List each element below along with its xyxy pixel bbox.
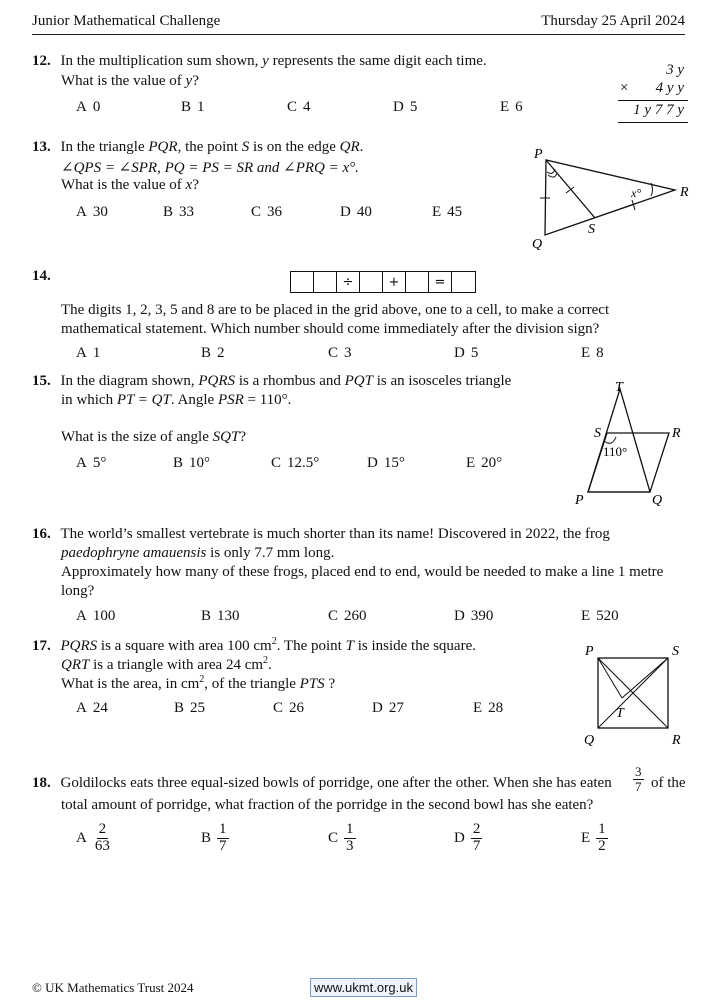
q12-option-d[interactable]: D 5 [393, 99, 418, 115]
q13-number: 13. [32, 139, 51, 155]
q15-rhombus [588, 433, 669, 492]
q16-option-b[interactable]: B 130 [201, 608, 240, 624]
q15-label-p: P [575, 493, 584, 508]
q18-option-a[interactable]: A $\frac{2}{63}$ [76, 821, 110, 854]
q13-label-x: x° [631, 186, 642, 200]
q15-option-c[interactable]: C 12.5° [271, 455, 320, 471]
q13-label-r: R [680, 185, 689, 200]
q16-line3: Approximately how many of these frogs, placed end to end, would be needed to make a line 1 metre [61, 564, 664, 580]
q18-option-c[interactable]: C $\frac{1}{3}$ [328, 821, 354, 854]
q12-option-b[interactable]: B 1 [181, 99, 205, 115]
q12-text-d: ? [192, 73, 199, 89]
q15-line2: in which PT = QT. Angle PSR = 110°. [61, 392, 292, 408]
header-rule [32, 34, 685, 35]
q14-option-b[interactable]: B 2 [201, 345, 225, 361]
q15-label-q: Q [652, 493, 663, 508]
q12-sum-row1: 3 y [666, 62, 684, 78]
q16-species: paedophryne amauensis [61, 545, 207, 561]
q12-sum-times: × [620, 80, 629, 96]
q12-sum-row2: 4 y y [655, 80, 684, 96]
q14-cell-3[interactable] [360, 272, 383, 292]
q18-option-e[interactable]: E $\frac{1}{2}$ [581, 821, 606, 854]
q15-option-b[interactable]: B 10° [173, 455, 211, 471]
q12-option-e[interactable]: E 6 [500, 99, 523, 115]
q12-option-a[interactable]: A 0 [76, 99, 101, 115]
q13-line2: ∠QPS = ∠SPR, PQ = PS = SR and ∠PRQ = x°. [61, 160, 359, 176]
footer-copyright: © UK Mathematics Trust 2024 [32, 980, 194, 995]
footer-website-link[interactable]: www.ukmt.org.uk [310, 978, 417, 997]
q17-line1: 17. PQRS is a square with area 100 $cm^2$. The point T is inside the square. [32, 636, 476, 654]
q17-option-d[interactable]: D 27 [372, 700, 404, 716]
q13-label-p: P [534, 147, 543, 162]
q13-option-c[interactable]: C 36 [251, 204, 283, 220]
q17-square-diagram [580, 640, 690, 750]
q12-multiplication-sum [610, 62, 688, 124]
q18-line1-end: of the [651, 775, 686, 791]
q12-option-c[interactable]: C 4 [287, 99, 311, 115]
q18-fraction: $\frac{3}{7}$ [635, 764, 642, 794]
q13-triangle-diagram [525, 140, 695, 255]
q13-option-a[interactable]: A 30 [76, 204, 108, 220]
q13-label-s: S [588, 222, 595, 237]
q12-sum-rule [618, 100, 688, 101]
q12-var-y2: y [185, 73, 193, 89]
q15-label-s: S [594, 426, 601, 441]
q16-number: 16. [32, 526, 51, 542]
q12-sum-result: 1 y 7 7 y [633, 102, 684, 118]
q14-cell-equals: = [429, 272, 452, 292]
q18-option-b[interactable]: B $\frac{1}{7}$ [201, 821, 227, 854]
q15-line3: What is the size of angle SQT? [61, 429, 246, 445]
q15-option-d[interactable]: D 15° [367, 455, 405, 471]
q16-option-c[interactable]: C 260 [328, 608, 367, 624]
q13-option-b[interactable]: B 33 [163, 204, 195, 220]
q13-line3: What is the value of x? [61, 177, 199, 193]
q14-option-a[interactable]: A 1 [76, 345, 101, 361]
q13-label-q: Q [532, 237, 543, 252]
q14-grid [290, 271, 476, 293]
q12-text-c: What is the value of [61, 73, 186, 89]
q14-option-c[interactable]: C 3 [328, 345, 352, 361]
q17-label-s: S [672, 644, 679, 659]
q14-cell-divide: ÷ [337, 272, 360, 292]
q15-label-t: T [615, 380, 623, 395]
q15-option-a[interactable]: A 5° [76, 455, 107, 471]
q12-text-b: represents the same digit each time. [268, 53, 487, 69]
q13-option-e[interactable]: E 45 [432, 204, 463, 220]
header-title: Junior Mathematical Challenge [32, 13, 221, 29]
q15-line1: 15. In the diagram shown, PQRS is a rhombus and PQT is an isosceles triangle [32, 373, 512, 389]
q14-cell-1[interactable] [291, 272, 314, 292]
q17-segment-st [622, 658, 668, 698]
q12-number: 12. [32, 53, 51, 69]
q17-number: 17. [32, 638, 51, 654]
q13-line1: 13. In the triangle PQR, the point S is on the edge QR. [32, 139, 364, 155]
q14-line1: The digits 1, 2, 3, 5 and 8 are to be placed in the grid above, one to a cell, to make a correct [61, 302, 610, 318]
q14-number: 14. [32, 268, 51, 284]
q15-label-angle: 110° [603, 444, 628, 459]
q16-line2: paedophryne amauensis is only 7.7 mm long. [61, 545, 335, 561]
q16-option-a[interactable]: A 100 [76, 608, 116, 624]
q12-var-y: y [262, 53, 269, 69]
q13-option-d[interactable]: D 40 [340, 204, 372, 220]
q14-cell-5[interactable] [452, 272, 475, 292]
q15-option-e[interactable]: E 20° [466, 455, 503, 471]
q16-line1: 16. The world’s smallest vertebrate is much shorter than its name! Discovered in 2022, the frog [32, 526, 610, 542]
q15-number: 15. [32, 373, 51, 389]
q17-label-r: R [672, 733, 681, 748]
q14-option-e[interactable]: E 8 [581, 345, 604, 361]
q18-line2: total amount of porridge, what fraction of the porridge in the second bowl has she eaten? [61, 797, 594, 813]
q17-label-p: P [585, 644, 594, 659]
q17-option-c[interactable]: C 26 [273, 700, 305, 716]
q18-line1: 18. Goldilocks eats three equal-sized bowls of porridge, one after the other. When she has eaten [32, 775, 612, 791]
header-date: Thursday 25 April 2024 [541, 13, 685, 29]
q17-line2: QRT is a triangle with area 24 $cm^2$. [61, 655, 272, 673]
q16-line4: long? [61, 583, 95, 599]
q17-option-e[interactable]: E 28 [473, 700, 504, 716]
q17-label-q: Q [584, 733, 595, 748]
q17-label-t: T [616, 706, 624, 721]
q14-cell-plus: + [383, 272, 406, 292]
q14-cell-4[interactable] [406, 272, 429, 292]
q17-line3: What is the area, in $cm^2$, of the triangle PTS ? [61, 674, 336, 692]
q12-line2 [61, 73, 199, 90]
q17-option-a[interactable]: A 24 [76, 700, 108, 716]
q14-cell-2[interactable] [314, 272, 337, 292]
q12-sum-rule2 [618, 122, 688, 123]
q18-number: 18. [32, 775, 51, 791]
q16-option-e[interactable]: E 520 [581, 608, 619, 624]
q14-option-d[interactable]: D 5 [454, 345, 479, 361]
q14-line2: mathematical statement. Which number should come immediately after the division sign? [61, 321, 600, 337]
q15-label-r: R [672, 426, 681, 441]
q12-text-a: In the multiplication sum shown, [60, 53, 263, 69]
q13-triangle [545, 160, 675, 235]
q16-option-d[interactable]: D 390 [454, 608, 494, 624]
q12-line1 [32, 53, 487, 70]
q15-rhombus-diagram [570, 375, 690, 510]
q17-option-b[interactable]: B 25 [174, 700, 206, 716]
q18-option-d[interactable]: D $\frac{2}{7}$ [454, 821, 481, 854]
